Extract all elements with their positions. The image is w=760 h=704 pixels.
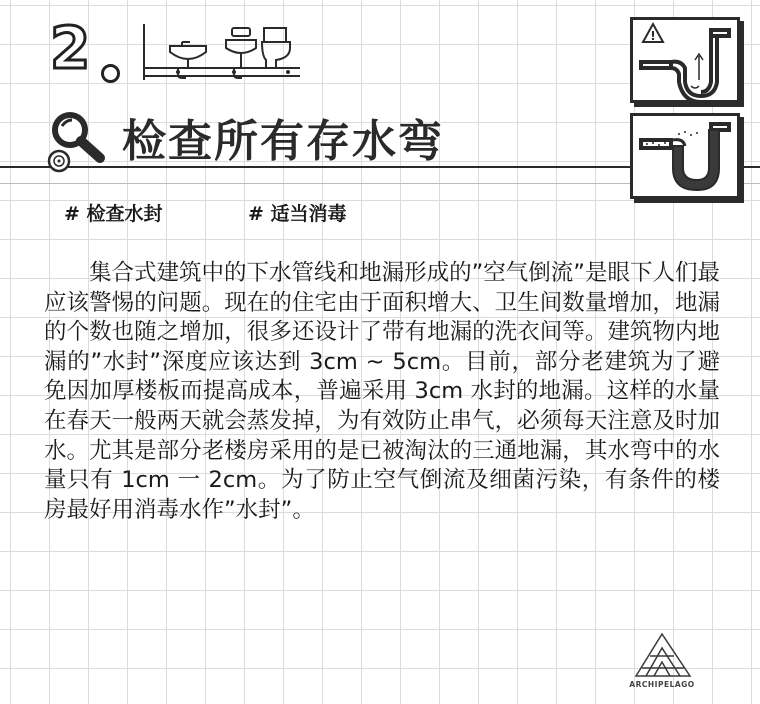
archipelago-logo-icon bbox=[632, 630, 694, 680]
body-paragraph: 集合式建筑中的下水管线和地漏形成的”空气倒流”是眼下人们最应该警惕的问题。现在的住宅由于面积增大、卫生间数量增加，地漏的个数也随之增加，很多还设计了带有地漏的洗衣间等。建筑物内地漏的”水封”深度应该达到 3cm ~ 5cm。目前，部分老建筑为了避免因加厚楼板而提高成本，普遍采用 3cm 水封的地漏。这样的水量在春天一般两天就会蒸发掉，为有效防止串气，必须每天注意及时加水。尤其是部分老楼房采用的是已被淘汰的三通地漏，其水弯中的水量只有 1cm 一 2cm。为了防止空气倒流及细菌污染，有条件的楼房最好用消毒水作”水封”。 bbox=[44, 260, 720, 523]
section-number-dot bbox=[101, 64, 120, 83]
p-trap-warning-icon bbox=[633, 20, 737, 100]
logo-text: ARCHIPELAGO bbox=[629, 680, 695, 689]
plumbing-fixtures-icon bbox=[138, 20, 306, 82]
p-trap-water-seal-icon bbox=[633, 116, 737, 196]
svg-text:!: ! bbox=[650, 29, 656, 43]
p-trap-warning-panel bbox=[630, 17, 740, 103]
p-trap-water-seal-panel bbox=[630, 113, 740, 199]
section-number: 2 bbox=[50, 14, 93, 82]
tag-disinfect: # 适当消毒 bbox=[248, 203, 347, 225]
tag-check-seal: # 检查水封 bbox=[64, 203, 163, 225]
section-title: 检查所有存水弯 bbox=[122, 116, 444, 167]
floor-drain-icon bbox=[46, 148, 72, 174]
